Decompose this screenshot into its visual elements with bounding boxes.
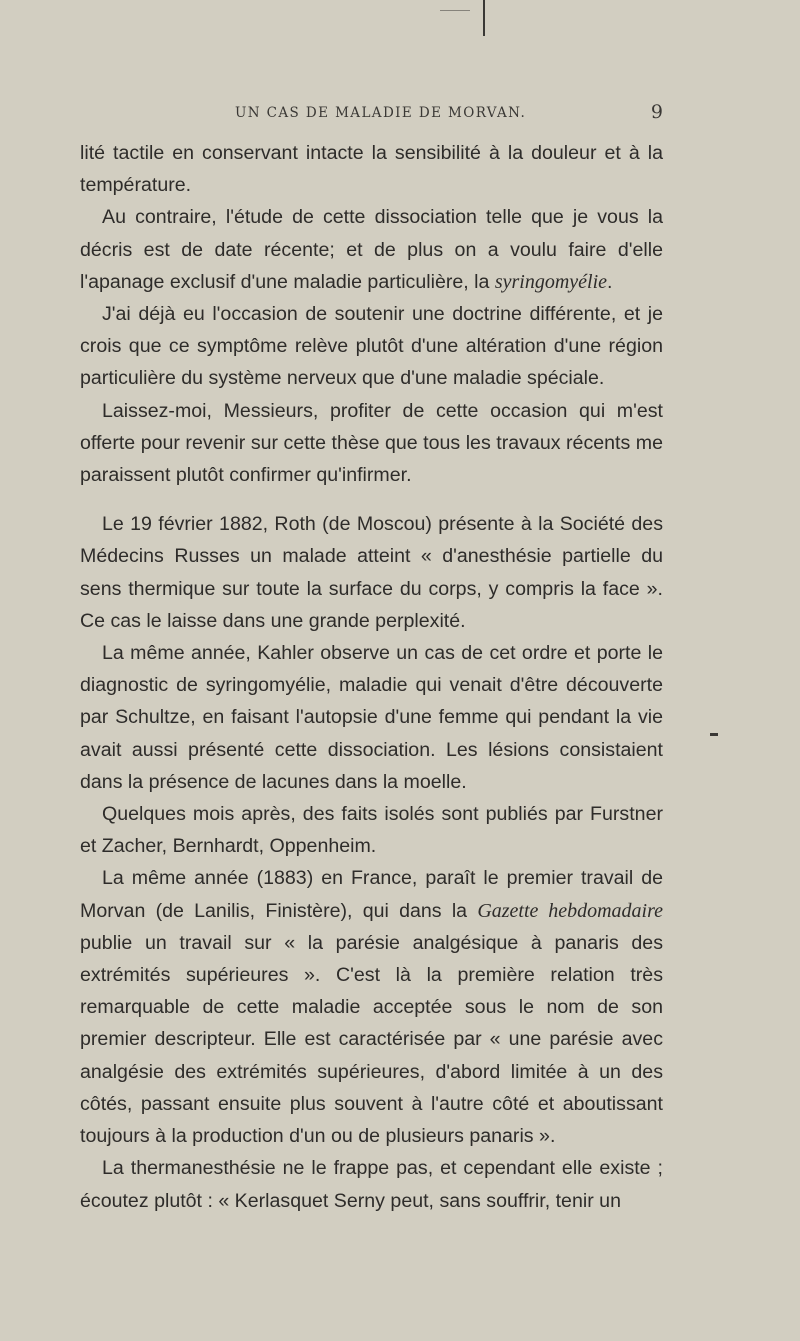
italic-journal-title: Gazette hebdomadaire bbox=[477, 899, 663, 922]
paragraph bbox=[80, 508, 663, 637]
paragraph bbox=[80, 395, 663, 492]
scan-artifact-mark bbox=[483, 0, 485, 36]
paragraph-text: Quelques mois après, des faits isolés sont publiés par Furstner et Zacher, Bernhardt, Oppenheim. bbox=[80, 803, 663, 858]
paragraph-text: Laissez-moi, Messieurs, profiter de cette occasion qui m'est offerte pour revenir sur cette thèse que tous les travaux récents me paraissent plutôt confirmer qu'infirmer. bbox=[80, 399, 663, 487]
paragraph bbox=[80, 1152, 663, 1216]
paragraph-text: La thermanesthésie ne le frappe pas, et cependant elle existe ; écoutez plutôt : « Kerlasquet Serny peut, sans souffrir, tenir un bbox=[80, 1157, 663, 1212]
paragraph bbox=[80, 137, 663, 201]
scan-artifact-mark bbox=[710, 733, 718, 736]
paragraph-text: Au contraire, l'étude de cette dissociation telle que je vous la décris est de date récente; et de plus on a voulu faire d'elle l'apanage exclusif d'une maladie particulière, la bbox=[80, 206, 663, 293]
italic-term: syringomyélie bbox=[494, 270, 608, 293]
paragraph bbox=[80, 798, 663, 862]
paragraph-text: lité tactile en conservant intacte la sensibilité à la douleur et à la température. bbox=[80, 142, 663, 197]
paragraph-text: . bbox=[607, 270, 613, 293]
paragraph-text: Le 19 février 1882, Roth (de Moscou) présente à la Société des Médecins Russes un malade atteint « d'anesthésie partielle du sens thermique sur toute la surface du corps, y compris la face ». Ce cas le laisse dans une grande perplexité. bbox=[80, 513, 663, 632]
page-number: 9 bbox=[650, 101, 663, 123]
paragraph bbox=[80, 201, 663, 298]
body-text bbox=[80, 137, 663, 1217]
running-title: UN CAS DE MALADIE DE MORVAN. bbox=[235, 105, 527, 121]
paragraph-text: La même année (1883) en France, paraît le premier travail de Morvan (de Lanilis, Finistère), qui dans la bbox=[80, 867, 663, 922]
paragraph-text: J'ai déjà eu l'occasion de soutenir une doctrine différente, et je crois que ce symptôme relève plutôt d'une altération d'une région particulière du système nerveux que d'une maladie spéciale. bbox=[80, 303, 663, 390]
paragraph-text: publie un travail sur « la parésie analgésique à panaris des extrémités supérieures ». C'est là la première relation très remarquable de cette maladie acceptée sous le nom de son premier descripteur. Elle est caractérisée par « une parésie avec analgésie des extrémités supérieures, d'abord limitée à un des côtés, passant ensuite plus souvent à l'autre côté et aboutissant toujours à la production d'un ou de plusieurs panaris ». bbox=[80, 931, 663, 1148]
scan-artifact-mark bbox=[440, 10, 470, 11]
paragraph bbox=[80, 637, 663, 798]
paragraph bbox=[80, 298, 663, 395]
paragraph bbox=[80, 862, 663, 1152]
page-header bbox=[80, 101, 663, 127]
paragraph-text: La même année, Kahler observe un cas de cet ordre et porte le diagnostic de syringomyélie, maladie qui venait d'être découverte par Schultze, en faisant l'autopsie d'une femme qui pendant la vie avait aussi présenté cette dissociation. Les lésions consistaient dans la présence de lacunes dans la moelle. bbox=[80, 642, 663, 793]
